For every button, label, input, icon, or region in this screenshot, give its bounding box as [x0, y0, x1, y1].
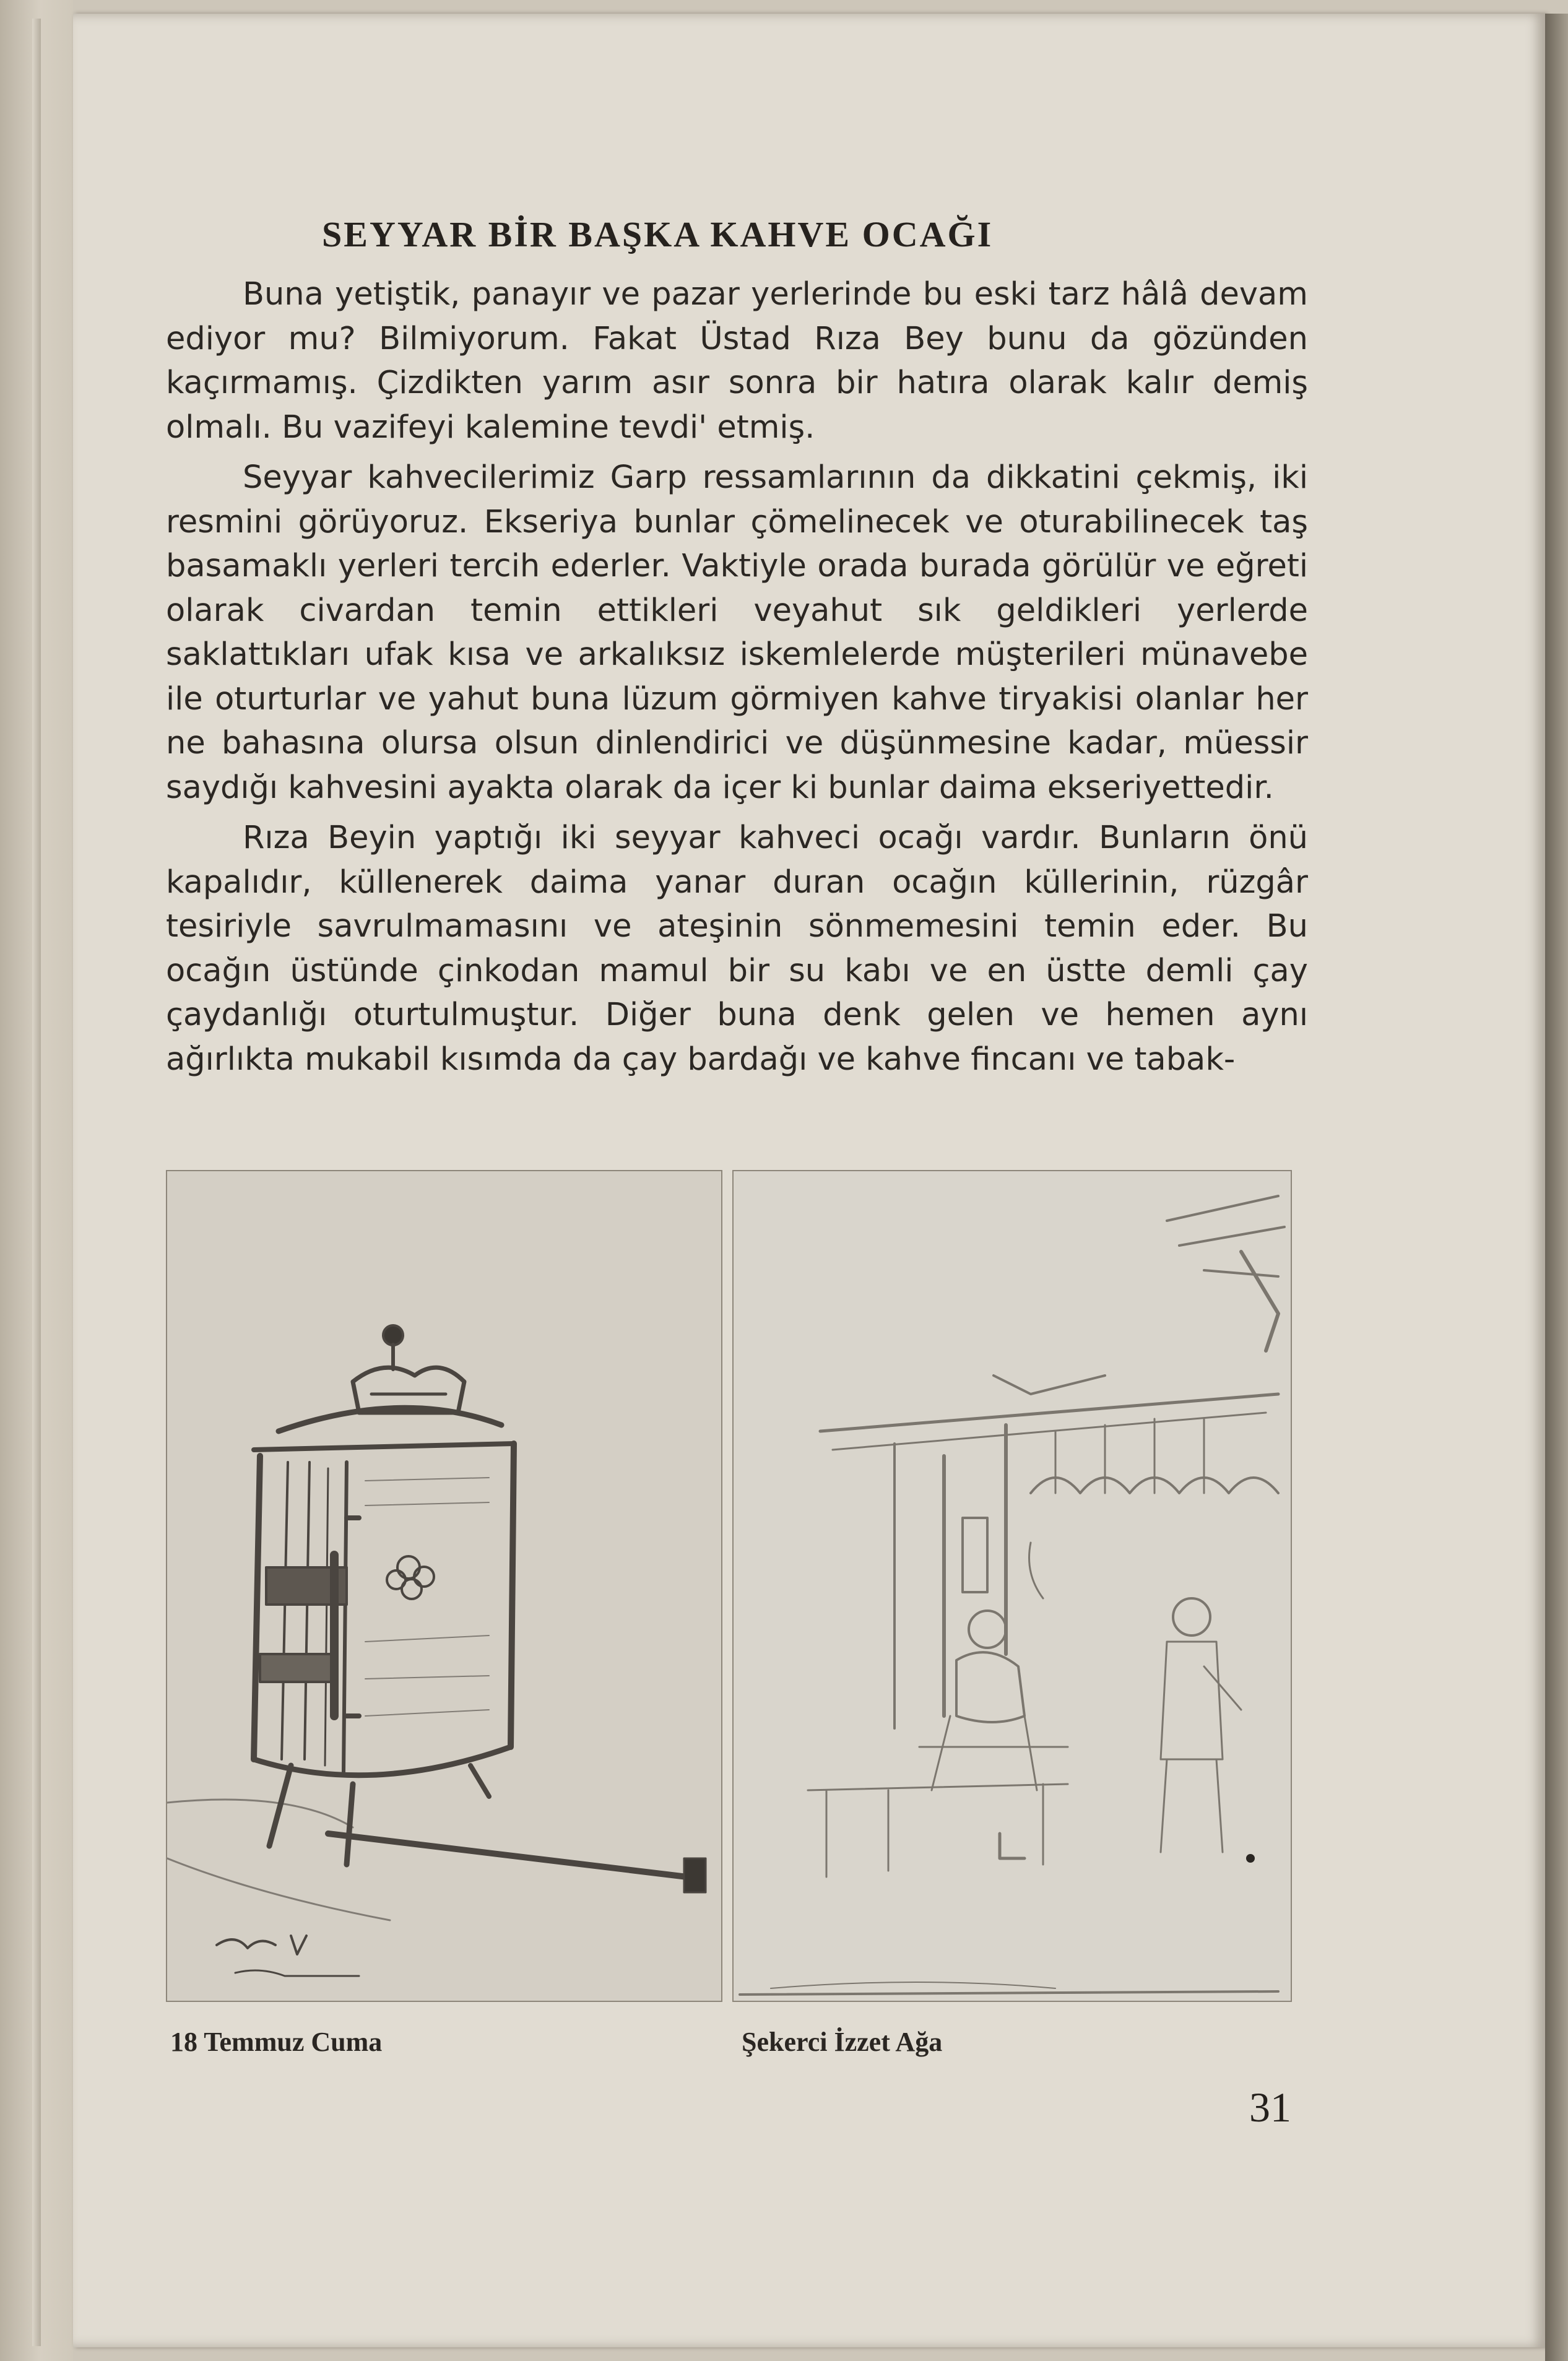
- article-body: [166, 272, 1308, 1088]
- stove-illustration: [166, 1170, 722, 2002]
- vendor-illustration: [732, 1170, 1292, 2002]
- stove-sketch: [167, 1171, 721, 2001]
- page-title: SEYYAR BİR BAŞKA KAHVE OCAĞI: [322, 214, 994, 254]
- page-edge: [1545, 14, 1568, 2361]
- left-figure-caption: 18 Temmuz Cuma: [170, 2027, 383, 2057]
- right-figure-caption: Şekerci İzzet Ağa: [742, 2027, 943, 2057]
- paragraph-2: Seyyar kahvecilerimiz Garp ressamlarının da dikkatini çekmiş, iki resmini görüyoruz. Ekseriya bunlar çömelinecek ve oturabilinecek taş basamaklı yerleri tercih ederler. Vaktiyle orada burada görülür ve eğreti olarak civardan temin ettikleri veyahut sık geldikleri yerlerde saklattıkları ufak kısa ve arkalıksız iskemlelerde müşterileri münavebe ile oturturlar ve yahut buna lüzum görmiyen kahve tiryakisi olanlar her ne bahasına olursa olsun dinlendirici ve düşünmesine kadar, müessir saydığı kahvesini ayakta olarak da içer ki bunlar daima ekseriyettedir.: [166, 459, 1308, 806]
- spine-shadow: [32, 19, 41, 2346]
- paragraph-3: Rıza Beyin yaptığı iki seyyar kahveci ocağı vardır. Bunların önü kapalıdır, küllenerek daima yanar duran ocağın küllerinin, rüzgâr tesiriyle savrulmamasını ve ateşinin sönmemesini temin eder. Bu ocağın üstünde çinkodan mamul bir su kabı ve en üstte demli çay çaydanlığı oturtulmuştur. Diğer buna denk gelen ve hemen aynı ağırlıkta mukabil kısımda da çay bardağı ve kahve fincanı ve tabak-: [166, 820, 1308, 1078]
- vendor-sketch: [734, 1171, 1291, 2001]
- page-number: 31: [1249, 2084, 1291, 2131]
- paragraph-1: Buna yetiştik, panayır ve pazar yerlerinde bu eski tarz hâlâ devam ediyor mu? Bilmiyorum. Fakat Üstad Rıza Bey bunu da gözünden kaçırmamış. Çizdikten yarım asır sonra bir hatıra olarak kalır demiş olmalı. Bu vazifeyi kalemine tevdi' etmiş.: [166, 276, 1308, 446]
